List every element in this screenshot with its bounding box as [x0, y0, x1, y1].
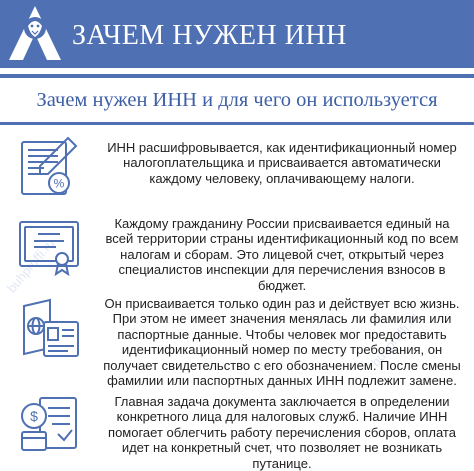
- header-title: ЗАЧЕМ НУЖЕН ИНН: [72, 20, 347, 51]
- list-item-4: [0, 388, 474, 471]
- document-tax-icon: [18, 136, 80, 198]
- item-3-text: Он присваивается только один раз и действует всю жизнь. При этом не имеет значения менялась ли фамилия или паспортные данные. Чтобы человек мог предоставить идентификационный номер по месту требования, он получает свидетельство с его обозначением. После смены фамилии или паспортных данных ИНН подлежит замене.: [103, 296, 461, 389]
- svg-text:%: %: [53, 176, 65, 191]
- item-2-text: Каждому гражданину России присваивается единый на всей территории страны идентификационный код по всем налогам и сборам. Это лицевой счет, открытый через специалистов инспекции для перечисления взносов в бюджет.: [105, 216, 459, 293]
- list-item-2: [0, 210, 474, 293]
- item-1-text: ИНН расшифровывается, как идентификационный номер налогоплательщика и присваивается автоматически каждому человеку, оплачивающему налоги.: [107, 140, 457, 186]
- money-document-icon: [18, 394, 80, 456]
- logo-icon: [7, 4, 63, 62]
- subtitle-container: [0, 80, 474, 120]
- list-item-3: [0, 292, 474, 389]
- svg-text:$: $: [30, 408, 38, 424]
- item-4-text: Главная задача документа заключается в определении конкретного лица для налоговых служб. Наличие ИНН помогает облегчить работу перечисления сборов, оплата идет на конкретный счет, что позволяет не возникать путанице.: [108, 394, 456, 471]
- watermark: buhproffi.ru: [367, 309, 422, 370]
- certificate-icon: [18, 214, 80, 276]
- divider-bottom: [0, 122, 474, 125]
- subtitle: Зачем нужен ИНН и для чего он используется: [36, 88, 438, 111]
- watermark: buhproffi.ru: [3, 235, 58, 296]
- header-banner: [0, 0, 474, 68]
- passport-icon: [18, 298, 80, 360]
- divider-top: [0, 74, 474, 78]
- list-item-1: [0, 130, 474, 208]
